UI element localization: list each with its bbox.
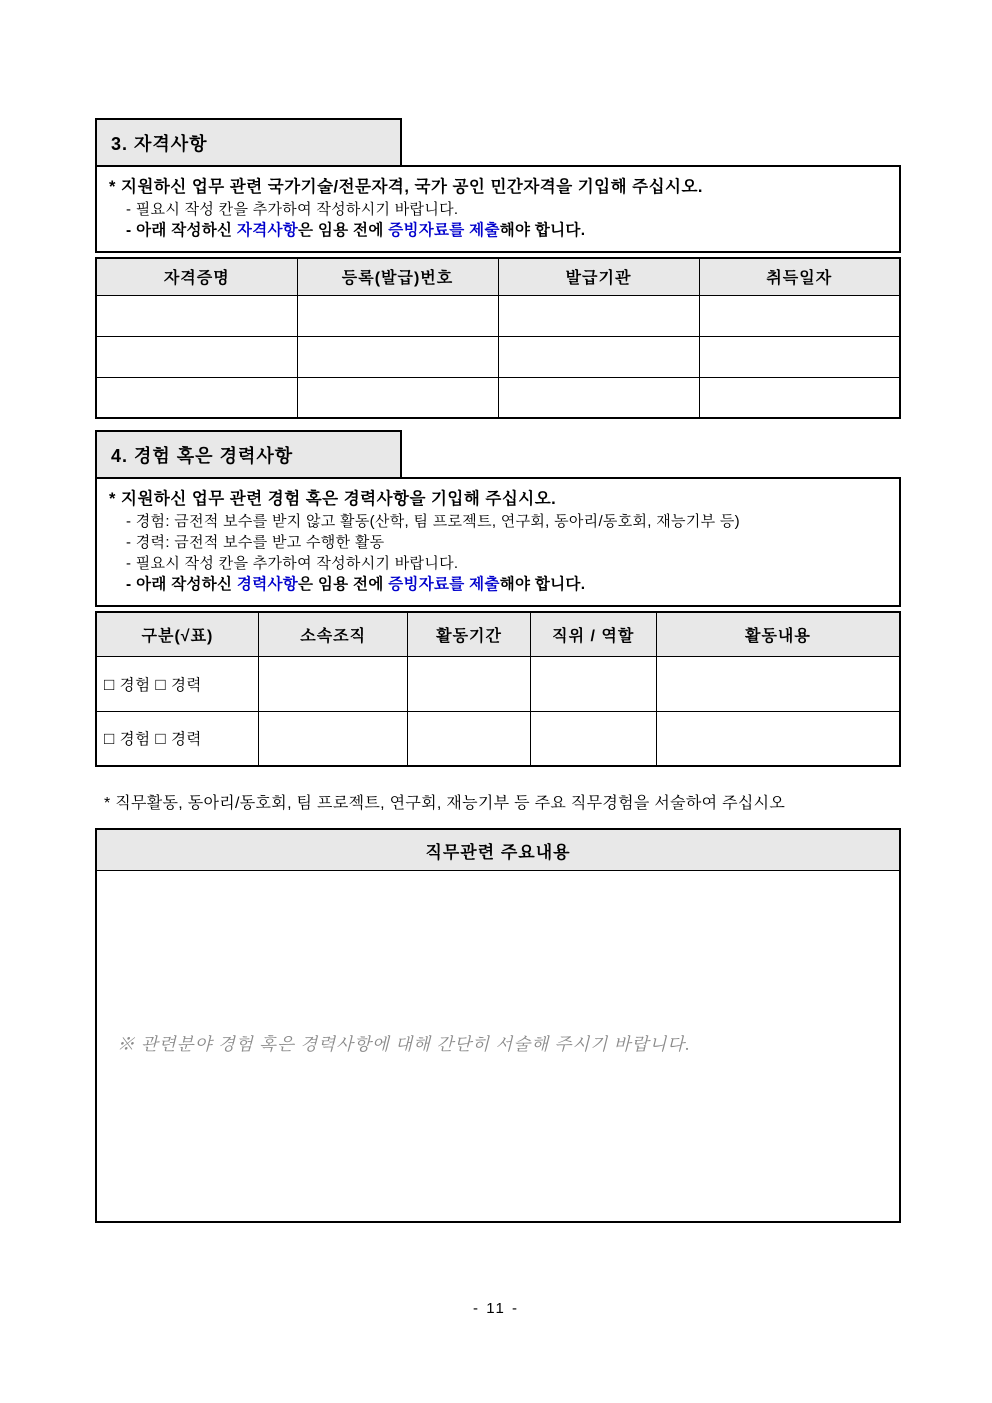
job-summary-placeholder: ※ 관련분야 경험 혹은 경력사항에 대해 간단히 서술해 주시기 바랍니다. (117, 1034, 691, 1054)
career-checkbox-label: 경력 (170, 676, 202, 694)
qualification-table (95, 257, 901, 419)
section-4-instruction-experience-def: - 경험: 금전적 보수를 받지 않고 활동(산학, 팀 프로젝트, 연구회, 동아리/동호회, 재능기부 등) (126, 513, 740, 530)
cell-activity-detail[interactable] (656, 711, 900, 766)
cell-certificate-name[interactable] (96, 377, 297, 418)
experience-header-row (96, 612, 900, 656)
qualification-row (96, 336, 900, 377)
job-summary-input-area[interactable] (97, 871, 899, 1221)
highlight-qualification: 자격사항 (236, 222, 299, 239)
cell-registration-number[interactable] (297, 377, 498, 418)
qualification-row (96, 295, 900, 336)
cell-registration-number[interactable] (297, 295, 498, 336)
qualification-row (96, 377, 900, 418)
job-experience-note: * 직무활동, 동아리/동호회, 팀 프로젝트, 연구회, 재능기부 등 주요 직무경험을 서술하여 주십시오 (104, 795, 786, 812)
section-4-instruction-main: * 지원하신 업무 관련 경험 혹은 경력사항을 기입해 주십시오. (109, 490, 557, 508)
qualification-header-row (96, 258, 900, 295)
highlight-evidence: 증빙자료를 제출 (388, 576, 500, 593)
career-checkbox[interactable]: □ (155, 729, 167, 749)
career-checkbox[interactable]: □ (155, 674, 167, 694)
cell-category (96, 711, 258, 766)
col-activity-period: 활동기간 (408, 612, 530, 656)
cell-issuing-agency[interactable] (498, 377, 699, 418)
section-4-instruction-career-def: - 경력: 금전적 보수를 받고 수행한 활동 (126, 534, 385, 551)
highlight-evidence: 증빙자료를 제출 (388, 222, 500, 239)
experience-checkbox[interactable]: □ (104, 674, 115, 694)
col-organization: 소속조직 (258, 612, 408, 656)
experience-row (96, 711, 900, 766)
cell-issuing-agency[interactable] (498, 336, 699, 377)
page-content (95, 118, 901, 1223)
cell-certificate-name[interactable] (96, 295, 297, 336)
cell-organization[interactable] (258, 656, 408, 711)
experience-table (95, 611, 901, 767)
cell-registration-number[interactable] (297, 336, 498, 377)
col-registration-number: 등록(발급)번호 (297, 258, 498, 295)
cell-acquisition-date[interactable] (699, 377, 900, 418)
col-activity-detail: 활동내용 (656, 612, 900, 656)
cell-activity-detail[interactable] (656, 656, 900, 711)
job-summary-header: 직무관련 주요내용 (97, 830, 899, 871)
col-category: 구분(√표) (96, 612, 258, 656)
section-4-title: 4. 경험 혹은 경력사항 (111, 445, 294, 466)
col-acquisition-date: 취득일자 (699, 258, 900, 295)
col-certificate-name: 자격증명 (96, 258, 297, 295)
section-4-instruction-box (95, 477, 901, 607)
section-3-tab (95, 118, 402, 167)
cell-position-role[interactable] (530, 711, 656, 766)
cell-position-role[interactable] (530, 656, 656, 711)
cell-issuing-agency[interactable] (498, 295, 699, 336)
experience-row (96, 656, 900, 711)
cell-activity-period[interactable] (408, 656, 530, 711)
col-position-role: 직위 / 역할 (530, 612, 656, 656)
section-4-instruction-add-rows: - 필요시 작성 칸을 추가하여 작성하시기 바랍니다. (126, 555, 459, 572)
section-3-instruction-sub: - 필요시 작성 칸을 추가하여 작성하시기 바랍니다. (126, 201, 459, 218)
experience-checkbox-label: 경험 (119, 676, 151, 694)
section-4-instruction-submit: - 아래 작성하신 경력사항은 임용 전에 증빙자료를 제출해야 합니다. (126, 576, 586, 593)
col-issuing-agency: 발급기관 (498, 258, 699, 295)
section-3-instruction-main: * 지원하신 업무 관련 국가기술/전문자격, 국가 공인 민간자격을 기입해 주십시오. (109, 178, 703, 196)
cell-organization[interactable] (258, 711, 408, 766)
cell-acquisition-date[interactable] (699, 295, 900, 336)
experience-checkbox-label: 경험 (119, 731, 151, 749)
section-3-title: 3. 자격사항 (111, 133, 208, 154)
section-3-instruction-box (95, 165, 901, 253)
career-checkbox-label: 경력 (170, 731, 202, 749)
experience-checkbox[interactable]: □ (104, 729, 115, 749)
cell-category (96, 656, 258, 711)
section-3-instruction-submit: - 아래 작성하신 자격사항은 임용 전에 증빙자료를 제출해야 합니다. (126, 222, 586, 239)
cell-certificate-name[interactable] (96, 336, 297, 377)
highlight-career: 경력사항 (236, 576, 299, 593)
cell-acquisition-date[interactable] (699, 336, 900, 377)
job-summary-box (95, 828, 901, 1223)
cell-activity-period[interactable] (408, 711, 530, 766)
section-4-tab (95, 430, 402, 479)
page-number: - 11 - (473, 1300, 519, 1317)
